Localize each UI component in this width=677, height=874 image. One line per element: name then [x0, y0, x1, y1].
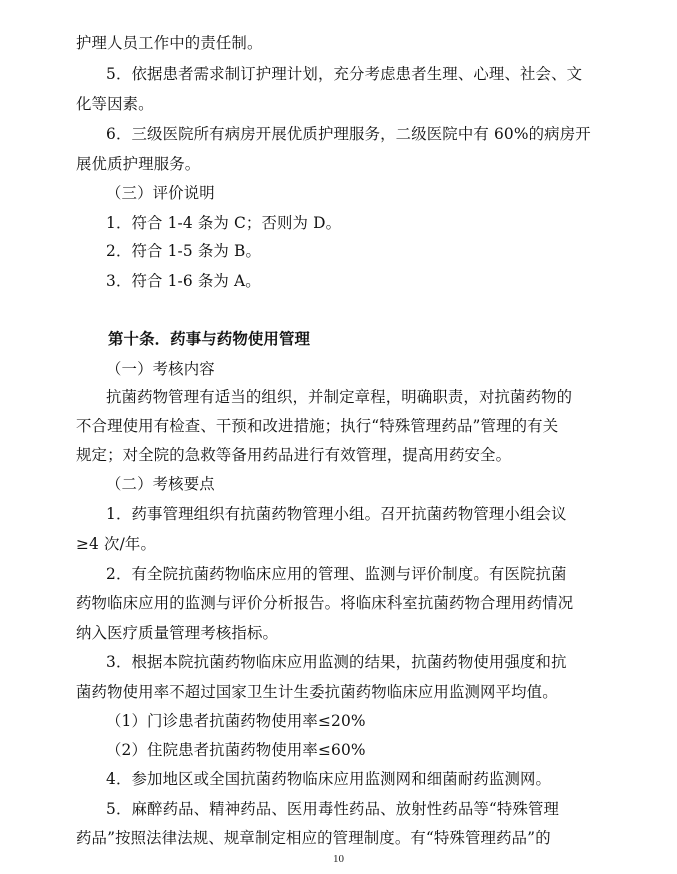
- text-line: 展优质护理服务。: [76, 155, 201, 173]
- text-line: 2．符合 1-5 条为 B。: [106, 242, 262, 260]
- text-line: （2）住院患者抗菌药物使用率≤60%: [106, 741, 366, 759]
- text-line: 6．三级医院所有病房开展优质护理服务，二级医院中有 60%的病房开: [106, 125, 591, 143]
- page-number: 10: [333, 853, 344, 865]
- text-line: 3．符合 1-6 条为 A。: [106, 272, 261, 290]
- text-line: （1）门诊患者抗菌药物使用率≤20%: [106, 712, 366, 730]
- section-subheading: （二）考核要点: [106, 475, 215, 493]
- text-line: 菌药物使用率不超过国家卫生计生委抗菌药物临床应用监测网平均值。: [76, 683, 558, 701]
- text-line: 1．药事管理组织有抗菌药物管理小组。召开抗菌药物管理小组会议: [106, 505, 567, 523]
- text-line: ≥4 次/年。: [76, 535, 156, 553]
- text-line: 2．有全院抗菌药物临床应用的管理、监测与评价制度。有医院抗菌: [106, 565, 567, 583]
- text-line: 药物临床应用的监测与评价分析报告。将临床科室抗菌药物合理用药情况: [76, 594, 574, 612]
- section-subheading: （三）评价说明: [106, 184, 215, 202]
- section-subheading: （一）考核内容: [106, 360, 215, 378]
- text-line: 药品”按照法律法规、规章制定相应的管理制度。有“特殊管理药品”的: [76, 829, 551, 847]
- text-line: 纳入医疗质量管理考核指标。: [76, 624, 279, 642]
- section-heading: 第十条．药事与药物使用管理: [108, 330, 311, 348]
- text-line: 1．符合 1-4 条为 C；否则为 D。: [106, 214, 342, 232]
- text-line: 护理人员工作中的责任制。: [76, 34, 263, 52]
- text-line: 3．根据本院抗菌药物临床应用监测的结果，抗菌药物使用强度和抗: [106, 653, 567, 671]
- text-line: 化等因素。: [76, 95, 154, 113]
- text-line: 5．依据患者需求制订护理计划，充分考虑患者生理、心理、社会、文: [106, 65, 583, 83]
- text-line: 4．参加地区或全国抗菌药物临床应用监测网和细菌耐药监测网。: [106, 770, 552, 788]
- text-line: 5．麻醉药品、精神药品、医用毒性药品、放射性药品等“特殊管理: [106, 800, 560, 818]
- text-line: 抗菌药物管理有适当的组织，并制定章程，明确职责，对抗菌药物的: [106, 388, 573, 406]
- text-line: 不合理使用有检查、干预和改进措施；执行“特殊管理药品”管理的有关: [76, 417, 559, 435]
- text-line: 规定；对全院的急救等备用药品进行有效管理，提高用药安全。: [76, 446, 512, 464]
